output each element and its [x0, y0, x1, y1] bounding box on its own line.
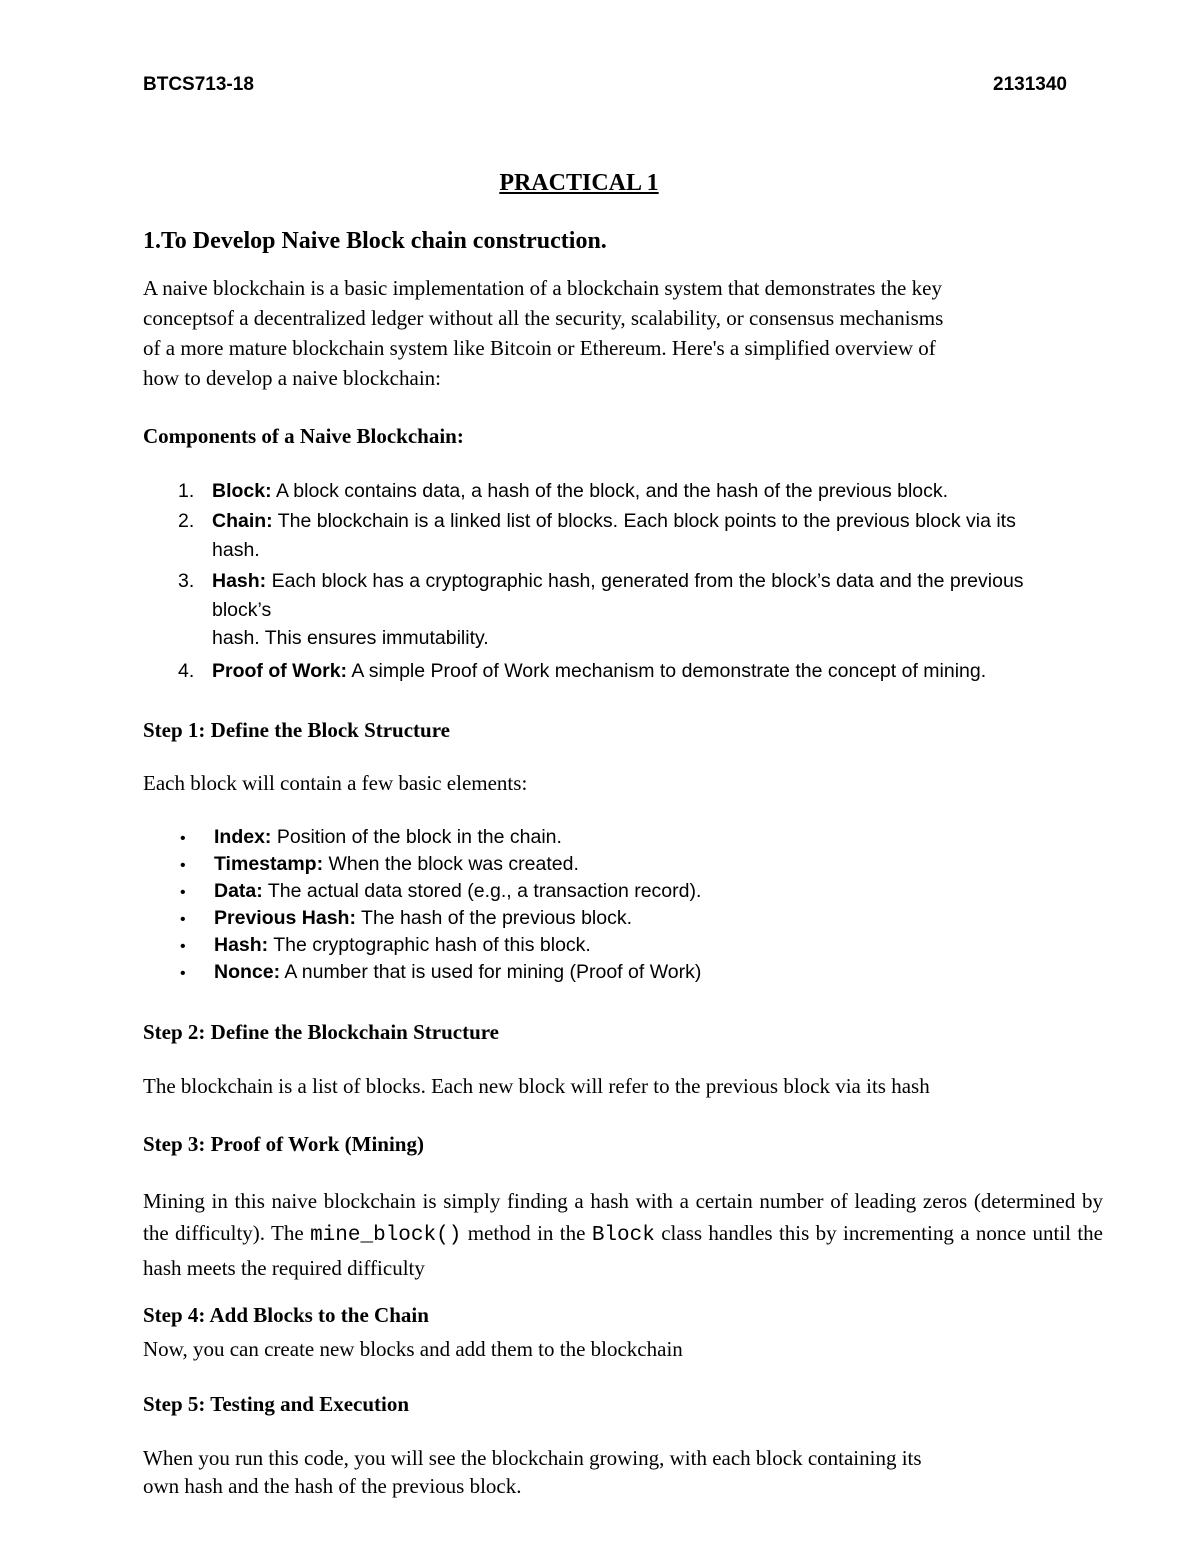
- bullet: •: [180, 884, 186, 901]
- item-number: 3.: [178, 570, 195, 592]
- item-term: Block:: [212, 480, 272, 502]
- step1-text: Each block will contain a few basic elements:: [143, 771, 528, 795]
- item-desc-continued: hash.: [212, 539, 260, 561]
- inline-code: Block: [591, 1224, 655, 1247]
- item-term: Chain:: [212, 510, 273, 532]
- components-item: [178, 480, 948, 503]
- step4-text: Now, you can create new blocks and add them to the blockchain: [143, 1337, 683, 1361]
- list-item: [180, 853, 579, 876]
- item-desc: The cryptographic hash of this block.: [268, 934, 591, 956]
- step3-text: class handles this by incrementing a nonce until the hash meets the required difficulty: [143, 1221, 1103, 1280]
- item-desc-continued: block’s: [212, 599, 272, 621]
- item-term: Timestamp:: [214, 853, 324, 875]
- bullet: •: [180, 965, 186, 982]
- item-number: 1.: [178, 480, 195, 502]
- components-item: [178, 510, 1016, 533]
- step3-text: Mining in this naive blockchain is simply finding a hash with a certain number of leading zeros (determined by the difficulty). The: [143, 1189, 1103, 1245]
- item-desc: A simple Proof of Work mechanism to demonstrate the concept of mining.: [347, 660, 987, 682]
- item-desc: Position of the block in the chain.: [271, 826, 562, 848]
- item-desc: The actual data stored (e.g., a transaction record).: [262, 880, 702, 902]
- item-number: 4.: [178, 660, 195, 682]
- item-number: 2.: [178, 510, 195, 532]
- components-item: [178, 570, 1024, 593]
- intro-line: conceptsof a decentralized ledger without all the security, scalability, or consensus mechanisms: [143, 306, 944, 330]
- item-term: Data:: [214, 880, 263, 902]
- step3-text: method in the: [461, 1221, 592, 1245]
- list-item: [180, 961, 701, 984]
- step3-heading: Step 3: Proof of Work (Mining): [143, 1132, 424, 1156]
- list-item: [180, 907, 632, 930]
- step5-line: own hash and the hash of the previous block.: [143, 1474, 522, 1498]
- item-desc: A block contains data, a hash of the block, and the hash of the previous block.: [271, 480, 949, 502]
- step5-heading: Step 5: Testing and Execution: [143, 1392, 410, 1416]
- section-heading: [143, 228, 607, 255]
- intro-line: of a more mature blockchain system like Bitcoin or Ethereum. Here's a simplified overview of: [143, 336, 936, 360]
- step4-heading: Step 4: Add Blocks to the Chain: [143, 1303, 429, 1327]
- section-number: 1.: [143, 228, 161, 254]
- item-term: Hash:: [212, 570, 267, 592]
- item-term: Hash:: [214, 934, 269, 956]
- list-item: [180, 934, 591, 957]
- item-desc: The hash of the previous block.: [355, 907, 633, 929]
- item-term: Index:: [214, 826, 272, 848]
- item-desc-continued: hash. This ensures immutability.: [212, 627, 489, 649]
- item-desc: The blockchain is a linked list of blocks. Each block points to the previous block via its: [272, 510, 1016, 532]
- item-desc: A number that is used for mining (Proof of Work): [280, 961, 702, 983]
- intro-paragraph: [143, 273, 943, 393]
- components-item: [178, 660, 986, 683]
- item-term: Nonce:: [214, 961, 281, 983]
- step3-paragraph: [143, 1185, 1103, 1284]
- bullet: •: [180, 857, 186, 874]
- bullet: •: [180, 830, 186, 847]
- list-item: [180, 880, 701, 903]
- step5-line: When you run this code, you will see the blockchain growing, with each block containing its: [143, 1446, 922, 1470]
- intro-line: how to develop a naive blockchain:: [143, 366, 441, 390]
- step2-heading: Step 2: Define the Blockchain Structure: [143, 1020, 500, 1044]
- step1-heading: Step 1: Define the Block Structure: [143, 718, 450, 742]
- step5-paragraph: [143, 1444, 922, 1500]
- item-term: Proof of Work:: [212, 660, 348, 682]
- bullet: •: [180, 911, 186, 928]
- list-item: [180, 826, 562, 849]
- roll-number: 2131340: [993, 74, 1067, 95]
- section-title: To Develop Naive Block chain construction.: [161, 228, 607, 254]
- item-term: Previous Hash:: [214, 907, 356, 929]
- course-code: BTCS713-18: [143, 74, 254, 95]
- components-heading: Components of a Naive Blockchain:: [143, 424, 464, 448]
- intro-line: A naive blockchain is a basic implementation of a blockchain system that demonstrates the key: [143, 276, 942, 300]
- step2-text: The blockchain is a list of blocks. Each new block will refer to the previous block via its hash: [143, 1074, 930, 1098]
- bullet: •: [180, 938, 186, 955]
- inline-code: mine_block(): [310, 1224, 462, 1247]
- page-title: PRACTICAL 1: [499, 170, 659, 196]
- item-desc: Each block has a cryptographic hash, generated from the block’s data and the previous: [266, 570, 1024, 592]
- item-desc: When the block was created.: [323, 853, 579, 875]
